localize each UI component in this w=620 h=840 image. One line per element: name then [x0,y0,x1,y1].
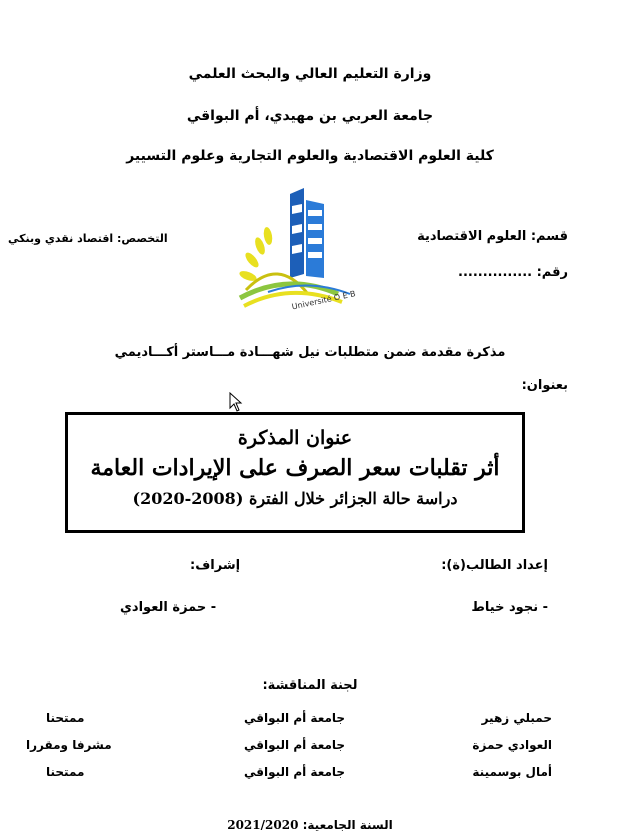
thesis-title-box [65,412,525,533]
academic-year-value: 2021/2020 [227,818,299,832]
reference-number: رقم: ............... [458,265,568,280]
thesis-title: أثر تقلبات سعر الصرف على الإيرادات العامة [90,455,500,481]
committee-member-university: جامعة أم البواقي [244,765,346,779]
specialty: التخصص: اقتصاد نقدي وبنكي [8,232,168,245]
thesis-statement: مذكرة مقدمة ضمن متطلبات نيل شهـــادة مـــاستر أكـــاديمي [114,345,506,360]
committee-member-university: جامعة أم البواقي [244,711,346,725]
committee-member-role: ممتحنا [46,711,85,725]
title-label: بعنوان: [521,378,568,393]
academic-year-label: السنة الجامعية: [302,818,393,832]
committee-member-role: مشرفا ومقررا [26,738,112,752]
committee-member-name: العوادي حمزة [472,738,552,752]
title-heading: عنوان المذكرة [237,427,353,449]
thesis-subtitle: دراسة حالة الجزائر خلال الفترة (2008-2020) [132,489,458,508]
university-logo [238,186,376,316]
logo-caption: Université O E B [290,289,357,312]
prepared-by-label: إعداد الطالب(ة): [441,558,548,573]
academic-year [0,818,620,832]
committee-member-university: جامعة أم البواقي [244,738,346,752]
ministry-name: وزارة التعليم العالي والبحث العلمي [188,66,432,82]
committee-member-name: أمال بوسمينة [472,765,552,779]
logo-building-icon [290,188,324,278]
department: قسم: العلوم الاقتصادية [417,229,568,244]
supervisor-name: - حمزة العوادي [120,600,217,615]
university-name: جامعة العربي بن مهيدي، أم البواقي [186,108,434,124]
committee-member-name: حمبلي زهير [481,711,552,725]
supervision-label: إشراف: [190,558,241,573]
faculty-name: كلية العلوم الاقتصادية والعلوم التجارية وعلوم التسيير [126,148,494,164]
student-name: - نجود خياط [471,600,548,615]
mouse-cursor-icon [229,392,243,412]
committee-label: لجنة المناقشة: [262,678,358,693]
committee-member-role: ممتحنا [46,765,85,779]
